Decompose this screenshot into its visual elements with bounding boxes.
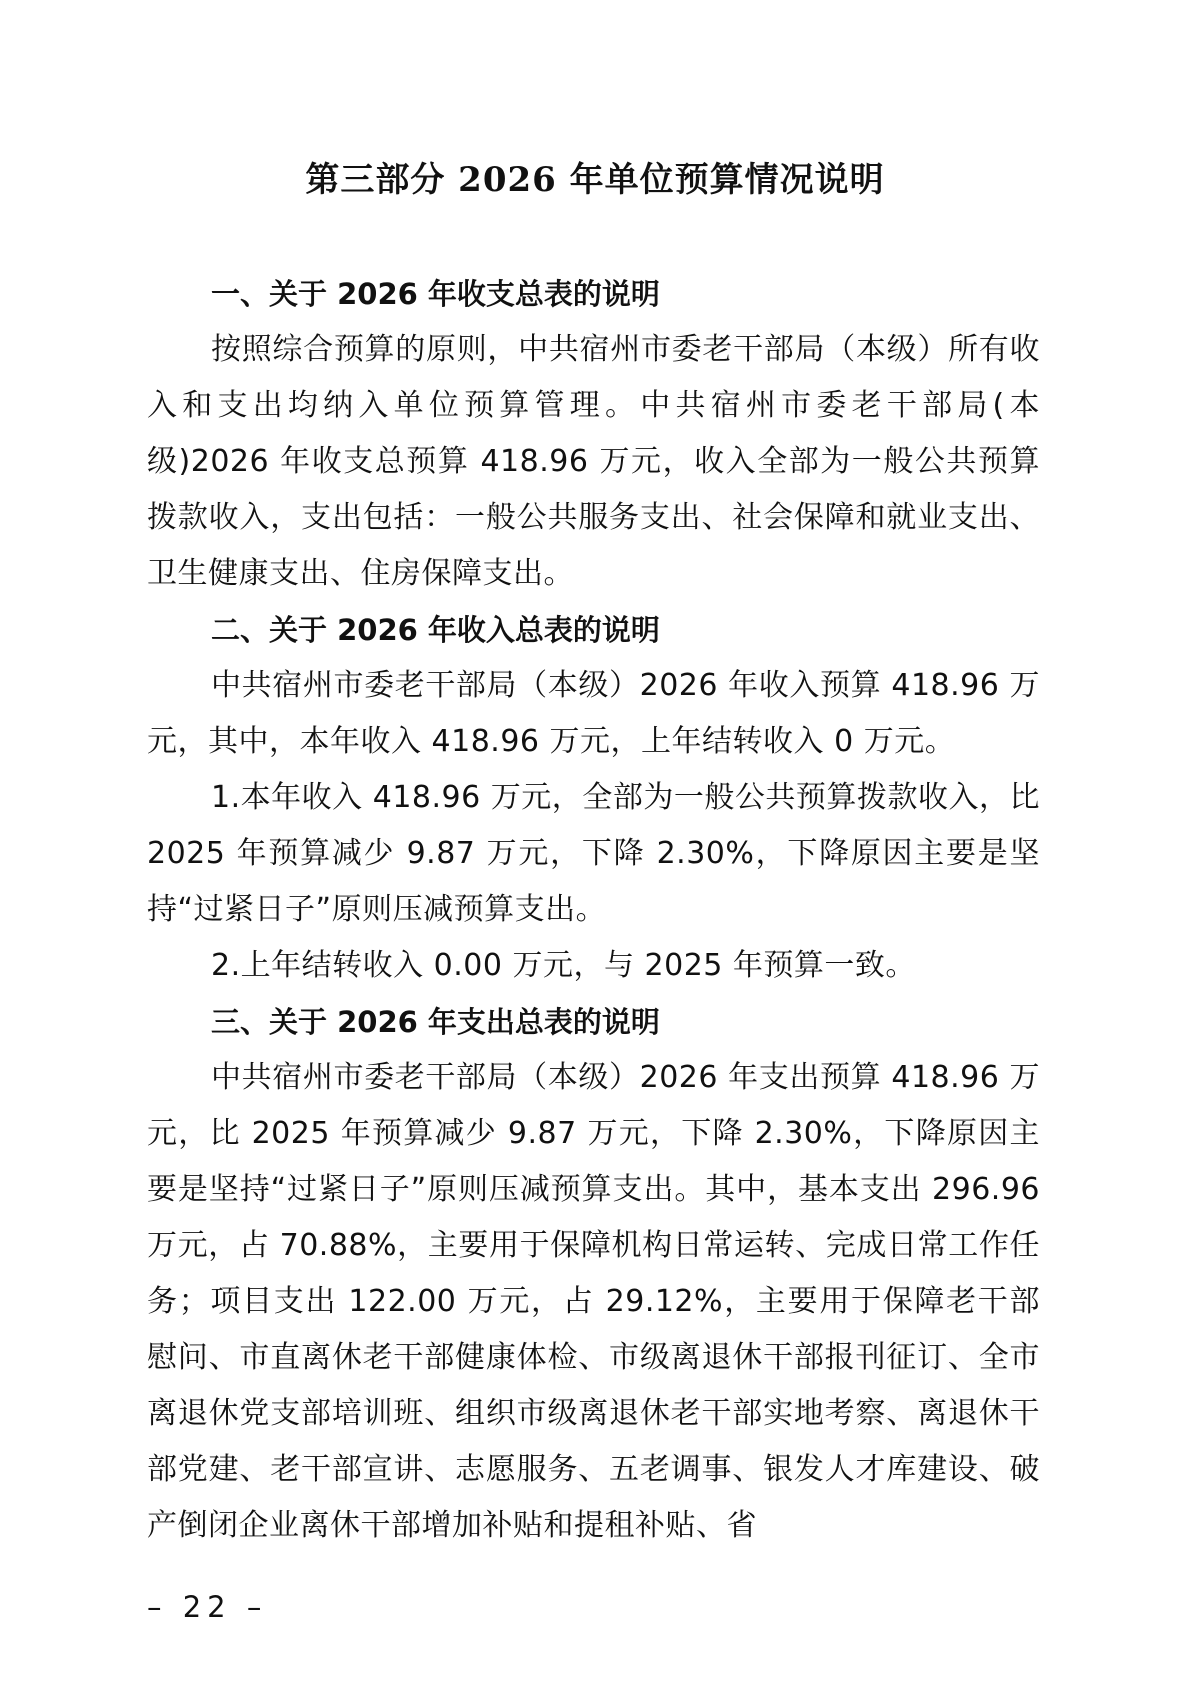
- section-heading: 一、关于 2026 年收支总表的说明: [211, 277, 660, 311]
- body-paragraph: 按照综合预算的原则，中共宿州市委老干部局（本级）所有收入和支出均纳入单位预算管理。中共宿州市委老干部局(本级)2026 年收支总预算 418.96 万元，收入全部为一般公共预算拨款收入，支出包括：一般公共服务支出、社会保障和就业支出、卫生健康支出、住房保障支出。: [147, 332, 1040, 591]
- document-body: [147, 266, 1040, 1554]
- body-paragraph: 2.上年结转收入 0.00 万元，与 2025 年预算一致。: [211, 948, 916, 983]
- section-income-summary: [147, 602, 1040, 994]
- page-number: – 22 –: [147, 1590, 268, 1624]
- section-expense-summary: [147, 994, 1040, 1554]
- section-income-expense-summary: [147, 266, 1040, 602]
- body-paragraph: 中共宿州市委老干部局（本级）2026 年收入预算 418.96 万元，其中，本年收入 418.96 万元，上年结转收入 0 万元。: [147, 668, 1040, 759]
- section-heading: 三、关于 2026 年支出总表的说明: [211, 1005, 660, 1039]
- body-paragraph: 1.本年收入 418.96 万元，全部为一般公共预算拨款收入，比 2025 年预算减少 9.87 万元，下降 2.30%，下降原因主要是坚持“过紧日子”原则压减预算支出。: [147, 780, 1040, 927]
- body-paragraph: 中共宿州市委老干部局（本级）2026 年支出预算 418.96 万元，比 2025 年预算减少 9.87 万元，下降 2.30%，下降原因主要是坚持“过紧日子”原则压减预算支出。其中，基本支出 296.96 万元，占 70.88%，主要用于保障机构日常运转、完成日常工作任务；项目支出 122.00 万元，占 29.12%，主要用于保障老干部慰问、市直离休老干部健康体检、市级离退休干部报刊征订、全市离退休党支部培训班、组织市级离退休老干部实地考察、离退休干部党建、老干部宣讲、志愿服务、五老调事、银发人才库建设、破产倒闭企业离休干部增加补贴和提租补贴、省: [147, 1060, 1040, 1543]
- page-title: 第三部分 2026 年单位预算情况说明: [305, 160, 885, 200]
- section-heading: 二、关于 2026 年收入总表的说明: [211, 613, 660, 647]
